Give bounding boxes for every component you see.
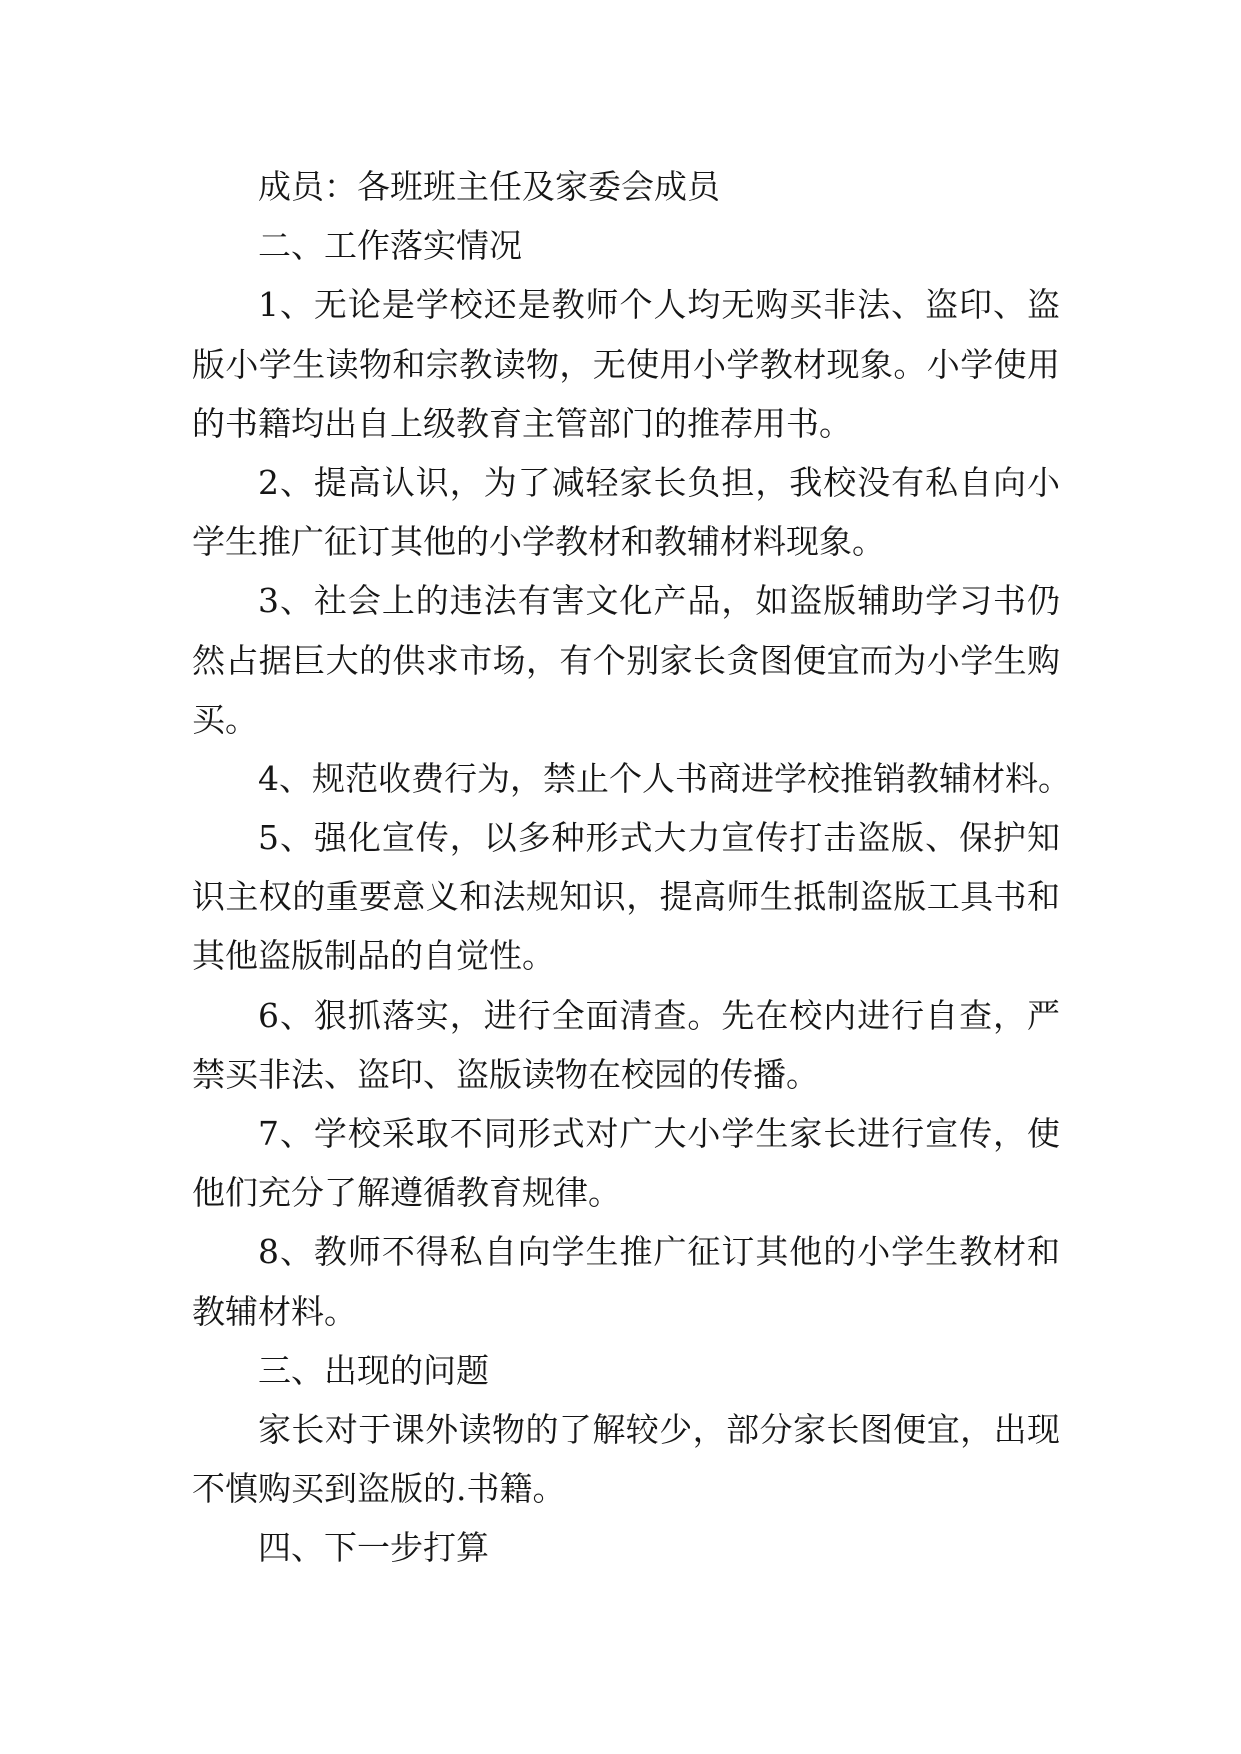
text-line: 教辅材料。 bbox=[192, 1291, 357, 1331]
text-line: 然占据巨大的供求市场，有个别家长贪图便宜而为小学生购 bbox=[192, 640, 1060, 680]
list-item-7 bbox=[192, 1104, 1060, 1222]
problems-paragraph bbox=[192, 1400, 1060, 1518]
section-heading-text: 三、出现的问题 bbox=[258, 1350, 489, 1390]
text-line: 4、规范收费行为，禁止个人书商进学校推销教辅材料。 bbox=[258, 758, 1071, 798]
section-heading bbox=[192, 216, 1060, 275]
text-line: 的书籍均出自上级教育主管部门的推荐用书。 bbox=[192, 403, 852, 443]
text-line: 6、狠抓落实，进行全面清查。先在校内进行自查，严 bbox=[258, 995, 1060, 1035]
members-paragraph bbox=[192, 157, 1060, 216]
text-line: 他们充分了解遵循教育规律。 bbox=[192, 1173, 621, 1213]
text-line: 5、强化宣传，以多种形式大力宣传打击盗版、保护知 bbox=[258, 818, 1060, 858]
text-line: 识主权的重要意义和法规知识，提高师生抵制盗版工具书和 bbox=[192, 877, 1060, 917]
text-line: 1、无论是学校还是教师个人均无购买非法、盗印、盗 bbox=[258, 285, 1060, 325]
text-line: 2、提高认识，为了减轻家长负担，我校没有私自向小 bbox=[258, 462, 1060, 502]
list-item-4 bbox=[192, 749, 1071, 808]
section-heading bbox=[192, 1518, 1060, 1577]
text-line: 买。 bbox=[192, 699, 258, 739]
text-line: 不慎购买到盗版的.书籍。 bbox=[192, 1469, 566, 1509]
text-line: 禁买非法、盗印、盗版读物在校园的传播。 bbox=[192, 1054, 819, 1094]
section-heading-text: 二、工作落实情况 bbox=[258, 226, 522, 266]
text-line: 学生推广征订其他的小学教材和教辅材料现象。 bbox=[192, 522, 885, 562]
text-line: 家长对于课外读物的了解较少，部分家长图便宜，出现 bbox=[258, 1409, 1060, 1449]
text-line: 7、学校采取不同形式对广大小学生家长进行宣传，使 bbox=[258, 1114, 1060, 1153]
list-item-1 bbox=[192, 275, 1060, 453]
list-item-2 bbox=[192, 453, 1060, 571]
list-item-6 bbox=[192, 986, 1060, 1104]
text-line: 成员：各班班主任及家委会成员 bbox=[258, 167, 720, 206]
document-body bbox=[192, 157, 1071, 1578]
list-item-3 bbox=[192, 571, 1060, 749]
text-line: 3、社会上的违法有害文化产品，如盗版辅助学习书仍 bbox=[258, 581, 1060, 621]
section-heading-text: 四、下一步打算 bbox=[258, 1528, 489, 1568]
text-line: 其他盗版制品的自觉性。 bbox=[192, 936, 555, 976]
text-line: 版小学生读物和宗教读物，无使用小学教材现象。小学使用 bbox=[192, 344, 1060, 384]
text-line: 8、教师不得私自向学生推广征订其他的小学生教材和 bbox=[258, 1232, 1060, 1272]
section-heading bbox=[192, 1341, 1060, 1400]
list-item-5 bbox=[192, 808, 1060, 986]
list-item-8 bbox=[192, 1222, 1060, 1340]
